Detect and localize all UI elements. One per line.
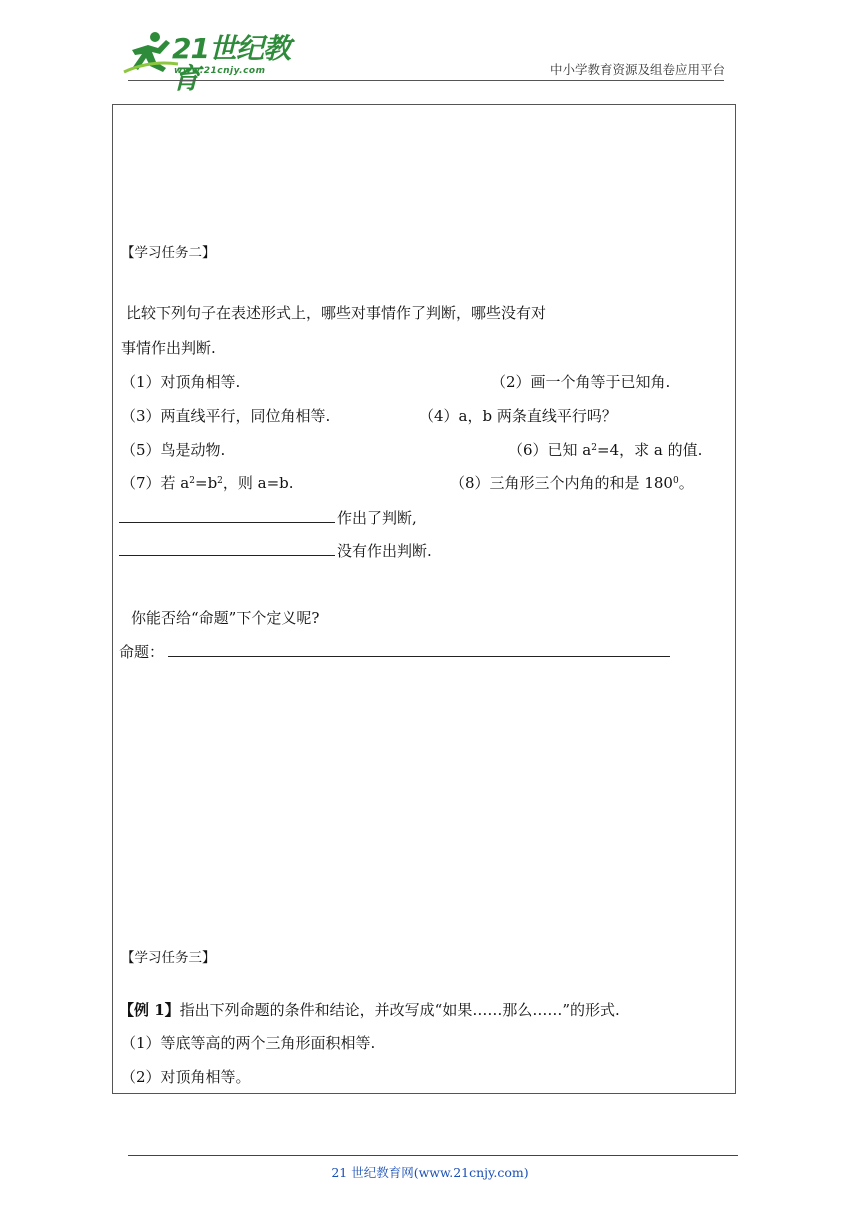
logo-text: 21世纪教育 xyxy=(172,32,290,95)
definition-label: 命题： xyxy=(119,643,165,661)
task2-prompt-line2: 事情作出判断. xyxy=(121,339,216,357)
example-text: 指出下列命题的条件和结论，并改写成“如果……那么……”的形式. xyxy=(179,1001,620,1019)
answer-blank-judged[interactable] xyxy=(119,508,335,523)
site-tagline: 中小学教育资源及组卷应用平台 xyxy=(549,62,725,77)
statement-4: （4）a，b 两条直线平行吗？ xyxy=(419,407,617,425)
footer-divider xyxy=(128,1155,738,1156)
example-item-1: （1）等底等高的两个三角形面积相等. xyxy=(121,1034,376,1052)
definition-blank[interactable] xyxy=(168,642,670,657)
statement-5: （5）鸟是动物. xyxy=(121,441,226,459)
logo-url: www.21cnjy.com xyxy=(174,66,266,76)
fill-judged-label: 作出了判断, xyxy=(337,509,417,527)
site-logo xyxy=(122,30,292,95)
statement-1: （1）对顶角相等. xyxy=(121,373,241,391)
definition-row xyxy=(119,642,672,662)
footer-link[interactable]: 21 世纪教育网(www.21cnjy.com) xyxy=(331,1165,529,1180)
statement-2: （2）画一个角等于已知角. xyxy=(491,373,671,391)
example-item-2: （2）对顶角相等。 xyxy=(121,1068,251,1086)
statement-7: （7）若 $a^2=b^2$，则 a=b. xyxy=(121,474,294,492)
statement-6: （6）已知 $a^2=4$，求 a 的值. xyxy=(508,441,703,459)
statement-8: （8）三角形三个内角的和是 $180^0$。 xyxy=(450,474,694,492)
example-label: 【例 1】 xyxy=(119,1001,180,1019)
answer-blank-not-judged[interactable] xyxy=(119,541,335,556)
fill-not-judged-row xyxy=(119,541,432,561)
task2-heading: 【学习任务二】 xyxy=(121,245,216,261)
fill-not-judged-label: 没有作出判断. xyxy=(337,542,432,560)
statement-3: （3）两直线平行，同位角相等. xyxy=(121,407,331,425)
task2-prompt-line1: 比较下列句子在表述形式上，哪些对事情作了判断，哪些没有对 xyxy=(126,304,547,322)
fill-judged-row xyxy=(119,508,417,528)
definition-question: 你能否给“命题”下个定义呢? xyxy=(131,609,320,627)
example-1 xyxy=(119,1000,620,1020)
header-divider xyxy=(128,80,724,81)
task3-heading: 【学习任务三】 xyxy=(121,950,216,966)
